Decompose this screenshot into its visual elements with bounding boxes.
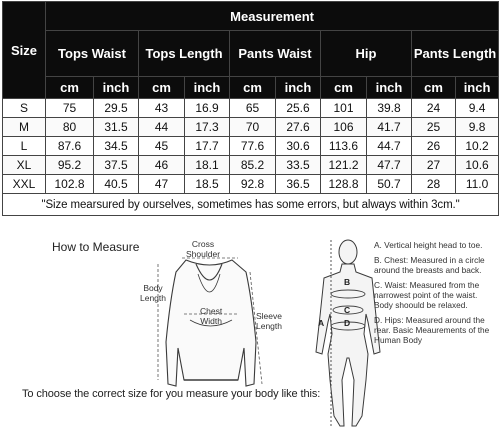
body-length-label: Body Length: [140, 283, 166, 303]
table-cell: 80: [46, 118, 94, 137]
measurement-note: "Size mearsured by ourselves, sometimes has some errors, but always within 3cm.": [3, 194, 499, 216]
table-cell: 44.7: [367, 137, 412, 156]
body-figure-illustration: [316, 240, 380, 426]
unit-header: cm: [321, 77, 367, 99]
column-group-header: Pants Waist: [230, 31, 321, 77]
sleeve-length-label: Sleeve Length: [256, 311, 282, 331]
table-cell: 17.3: [185, 118, 230, 137]
unit-header: inch: [185, 77, 230, 99]
table-cell: 18.5: [185, 175, 230, 194]
table-cell: 24: [412, 99, 456, 118]
choose-size-text: To choose the correct size for you measure your body like this:: [22, 388, 321, 400]
table-row: [3, 99, 499, 118]
table-cell: 47.7: [367, 156, 412, 175]
table-cell: 106: [321, 118, 367, 137]
table-cell: 28: [412, 175, 456, 194]
table-cell: 18.1: [185, 156, 230, 175]
size-cell: L: [3, 137, 46, 156]
table-cell: 41.7: [367, 118, 412, 137]
table-cell: 77.6: [230, 137, 276, 156]
table-cell: 34.5: [94, 137, 139, 156]
table-cell: 33.5: [276, 156, 321, 175]
table-cell: 121.2: [321, 156, 367, 175]
table-cell: 101: [321, 99, 367, 118]
table-cell: 29.5: [94, 99, 139, 118]
table-cell: 11.0: [456, 175, 499, 194]
table-cell: 10.2: [456, 137, 499, 156]
table-cell: 92.8: [230, 175, 276, 194]
column-group-header: Tops Length: [139, 31, 230, 77]
table-cell: 10.6: [456, 156, 499, 175]
size-chart-table: [2, 1, 499, 216]
table-cell: 113.6: [321, 137, 367, 156]
size-cell: S: [3, 99, 46, 118]
unit-header: inch: [94, 77, 139, 99]
letter-d: D: [344, 318, 351, 328]
table-cell: 9.8: [456, 118, 499, 137]
table-cell: 31.5: [94, 118, 139, 137]
table-cell: 40.5: [94, 175, 139, 194]
cross-shoulder-label: Cross Shoulder: [186, 239, 221, 259]
unit-header: inch: [456, 77, 499, 99]
table-cell: 47: [139, 175, 185, 194]
table-cell: 37.5: [94, 156, 139, 175]
table-cell: 16.9: [185, 99, 230, 118]
measurement-header: Measurement: [46, 2, 499, 31]
table-cell: 44: [139, 118, 185, 137]
letter-b: B: [344, 277, 351, 287]
chest-width-label: Chest Width: [200, 306, 223, 326]
size-header: Size: [3, 2, 46, 99]
size-cell: XL: [3, 156, 46, 175]
table-cell: 36.5: [276, 175, 321, 194]
table-cell: 75: [46, 99, 94, 118]
table-row: [3, 175, 499, 194]
table-cell: 45: [139, 137, 185, 156]
table-row: [3, 137, 499, 156]
unit-header: cm: [412, 77, 456, 99]
size-cell: XXL: [3, 175, 46, 194]
size-cell: M: [3, 118, 46, 137]
table-cell: 25: [412, 118, 456, 137]
table-cell: 9.4: [456, 99, 499, 118]
table-cell: 25.6: [276, 99, 321, 118]
table-cell: 128.8: [321, 175, 367, 194]
unit-header: cm: [230, 77, 276, 99]
unit-header: cm: [139, 77, 185, 99]
letter-a: A: [318, 318, 325, 328]
table-row: [3, 118, 499, 137]
column-group-header: Pants Length: [412, 31, 499, 77]
table-cell: 87.6: [46, 137, 94, 156]
table-cell: 39.8: [367, 99, 412, 118]
table-cell: 95.2: [46, 156, 94, 175]
unit-header: inch: [276, 77, 321, 99]
table-cell: 102.8: [46, 175, 94, 194]
how-to-measure-title: How to Measure: [52, 240, 140, 254]
note-waist: C. Waist: Measured from the narrowest point of the waist. Body shoould be relaxed.: [374, 280, 480, 310]
letter-c: C: [344, 305, 351, 315]
table-cell: 85.2: [230, 156, 276, 175]
table-cell: 70: [230, 118, 276, 137]
note-height: A. Vertical height head to toe.: [374, 240, 483, 250]
table-cell: 50.7: [367, 175, 412, 194]
table-cell: 65: [230, 99, 276, 118]
unit-header: cm: [46, 77, 94, 99]
table-cell: 17.7: [185, 137, 230, 156]
table-cell: 30.6: [276, 137, 321, 156]
column-group-header: Hip: [321, 31, 412, 77]
table-row: [3, 156, 499, 175]
table-cell: 27.6: [276, 118, 321, 137]
note-hips: D. Hips: Measured around the rear. Basic Meaurements of the Human Body: [374, 315, 490, 345]
table-cell: 46: [139, 156, 185, 175]
table-cell: 26: [412, 137, 456, 156]
note-chest: B. Chest: Measured in a circle around the breasts and back.: [374, 255, 485, 275]
body-guide-notes: [374, 240, 498, 350]
unit-header: inch: [367, 77, 412, 99]
table-cell: 43: [139, 99, 185, 118]
table-cell: 27: [412, 156, 456, 175]
column-group-header: Tops Waist: [46, 31, 139, 77]
